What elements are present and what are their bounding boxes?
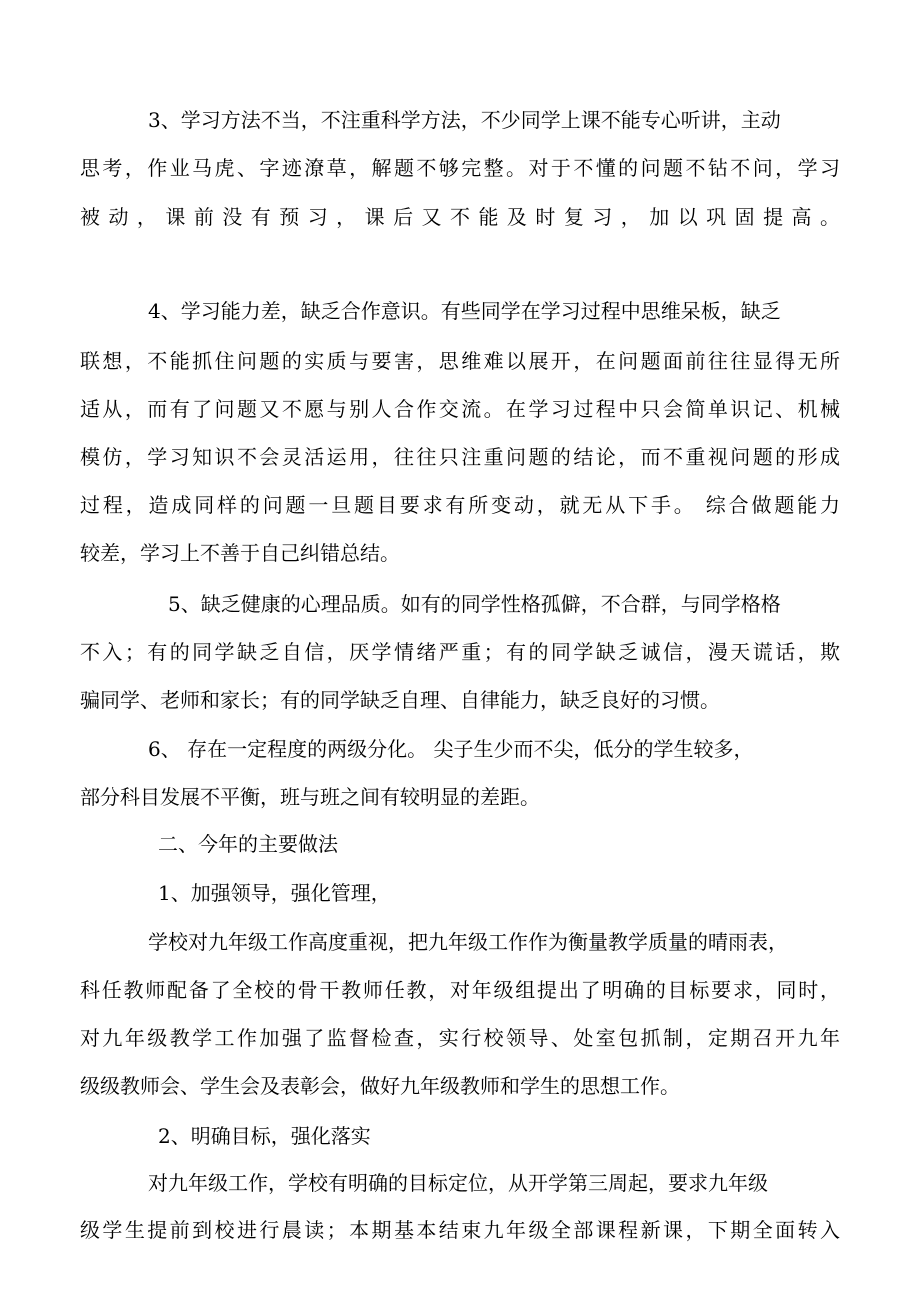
- text-line: 科任教师配备了全校的骨干教师任教，对年级组提出了明确的目标要求，同时，: [80, 978, 840, 1002]
- section-heading: 二、今年的主要做法: [158, 832, 338, 856]
- text-line: 3、学习方法不当，不注重科学方法，不少同学上课不能专心听讲，主动: [148, 108, 781, 132]
- text-line: 骗同学、老师和家长；有的同学缺乏自理、自律能力，缺乏良好的习惯。: [80, 688, 720, 712]
- text-line: 模仿，学习知识不会灵活运用，往往只注重问题的结论，而不重视问题的形成: [80, 445, 840, 469]
- text-line: 4、学习能力差，缺乏合作意识。有些同学在学习过程中思维呆板，缺乏: [148, 299, 781, 323]
- text-line: 思考，作业马虎、字迹潦草，解题不够完整。对于不懂的问题不钻不问，学习: [80, 156, 840, 180]
- text-line: 过程，造成同样的问题一旦题目要求有所变动，就无从下手。 综合做题能力: [80, 493, 840, 517]
- text-line: 较差，学习上不善于自己纠错总结。: [80, 541, 400, 565]
- subsection-heading: 2、明确目标，强化落实: [158, 1124, 371, 1148]
- text-line: 对九年级教学工作加强了监督检查，实行校领导、处室包抓制，定期召开九年: [80, 1026, 840, 1050]
- text-line: 学校对九年级工作高度重视，把九年级工作作为衡量教学质量的晴雨表，: [148, 930, 788, 954]
- subsection-heading: 1、加强领导，强化管理，: [158, 881, 391, 905]
- text-line: 5、缺乏健康的心理品质。如有的同学性格孤僻，不合群，与同学格格: [168, 592, 781, 616]
- text-line: 6、 存在一定程度的两级分化。 尖子生少而不尖，低分的学生较多，: [148, 737, 754, 761]
- text-line: 联想，不能抓住问题的实质与要害，思维难以展开，在问题面前往往显得无所: [80, 349, 840, 373]
- text-line: 级级教师会、学生会及表彰会，做好九年级教师和学生的思想工作。: [80, 1074, 680, 1098]
- text-line: 不入；有的同学缺乏自信，厌学情绪严重；有的同学缺乏诚信，漫天谎话，欺: [80, 640, 840, 664]
- text-line: 级学生提前到校进行晨读；本期基本结束九年级全部课程新课，下期全面转入: [80, 1218, 840, 1242]
- text-line: 被 动 ， 课 前 没 有 预 习 ， 课 后 又 不 能 及 时 复 习 ， 加 以 巩 固 提 高 。: [80, 205, 840, 229]
- text-line: 部分科目发展不平衡，班与班之间有较明显的差距。: [80, 785, 540, 809]
- text-line: 对九年级工作，学校有明确的目标定位，从开学第三周起，要求九年级: [148, 1171, 768, 1195]
- text-line: 适从，而有了问题又不愿与别人合作交流。在学习过程中只会简单识记、机械: [80, 397, 840, 421]
